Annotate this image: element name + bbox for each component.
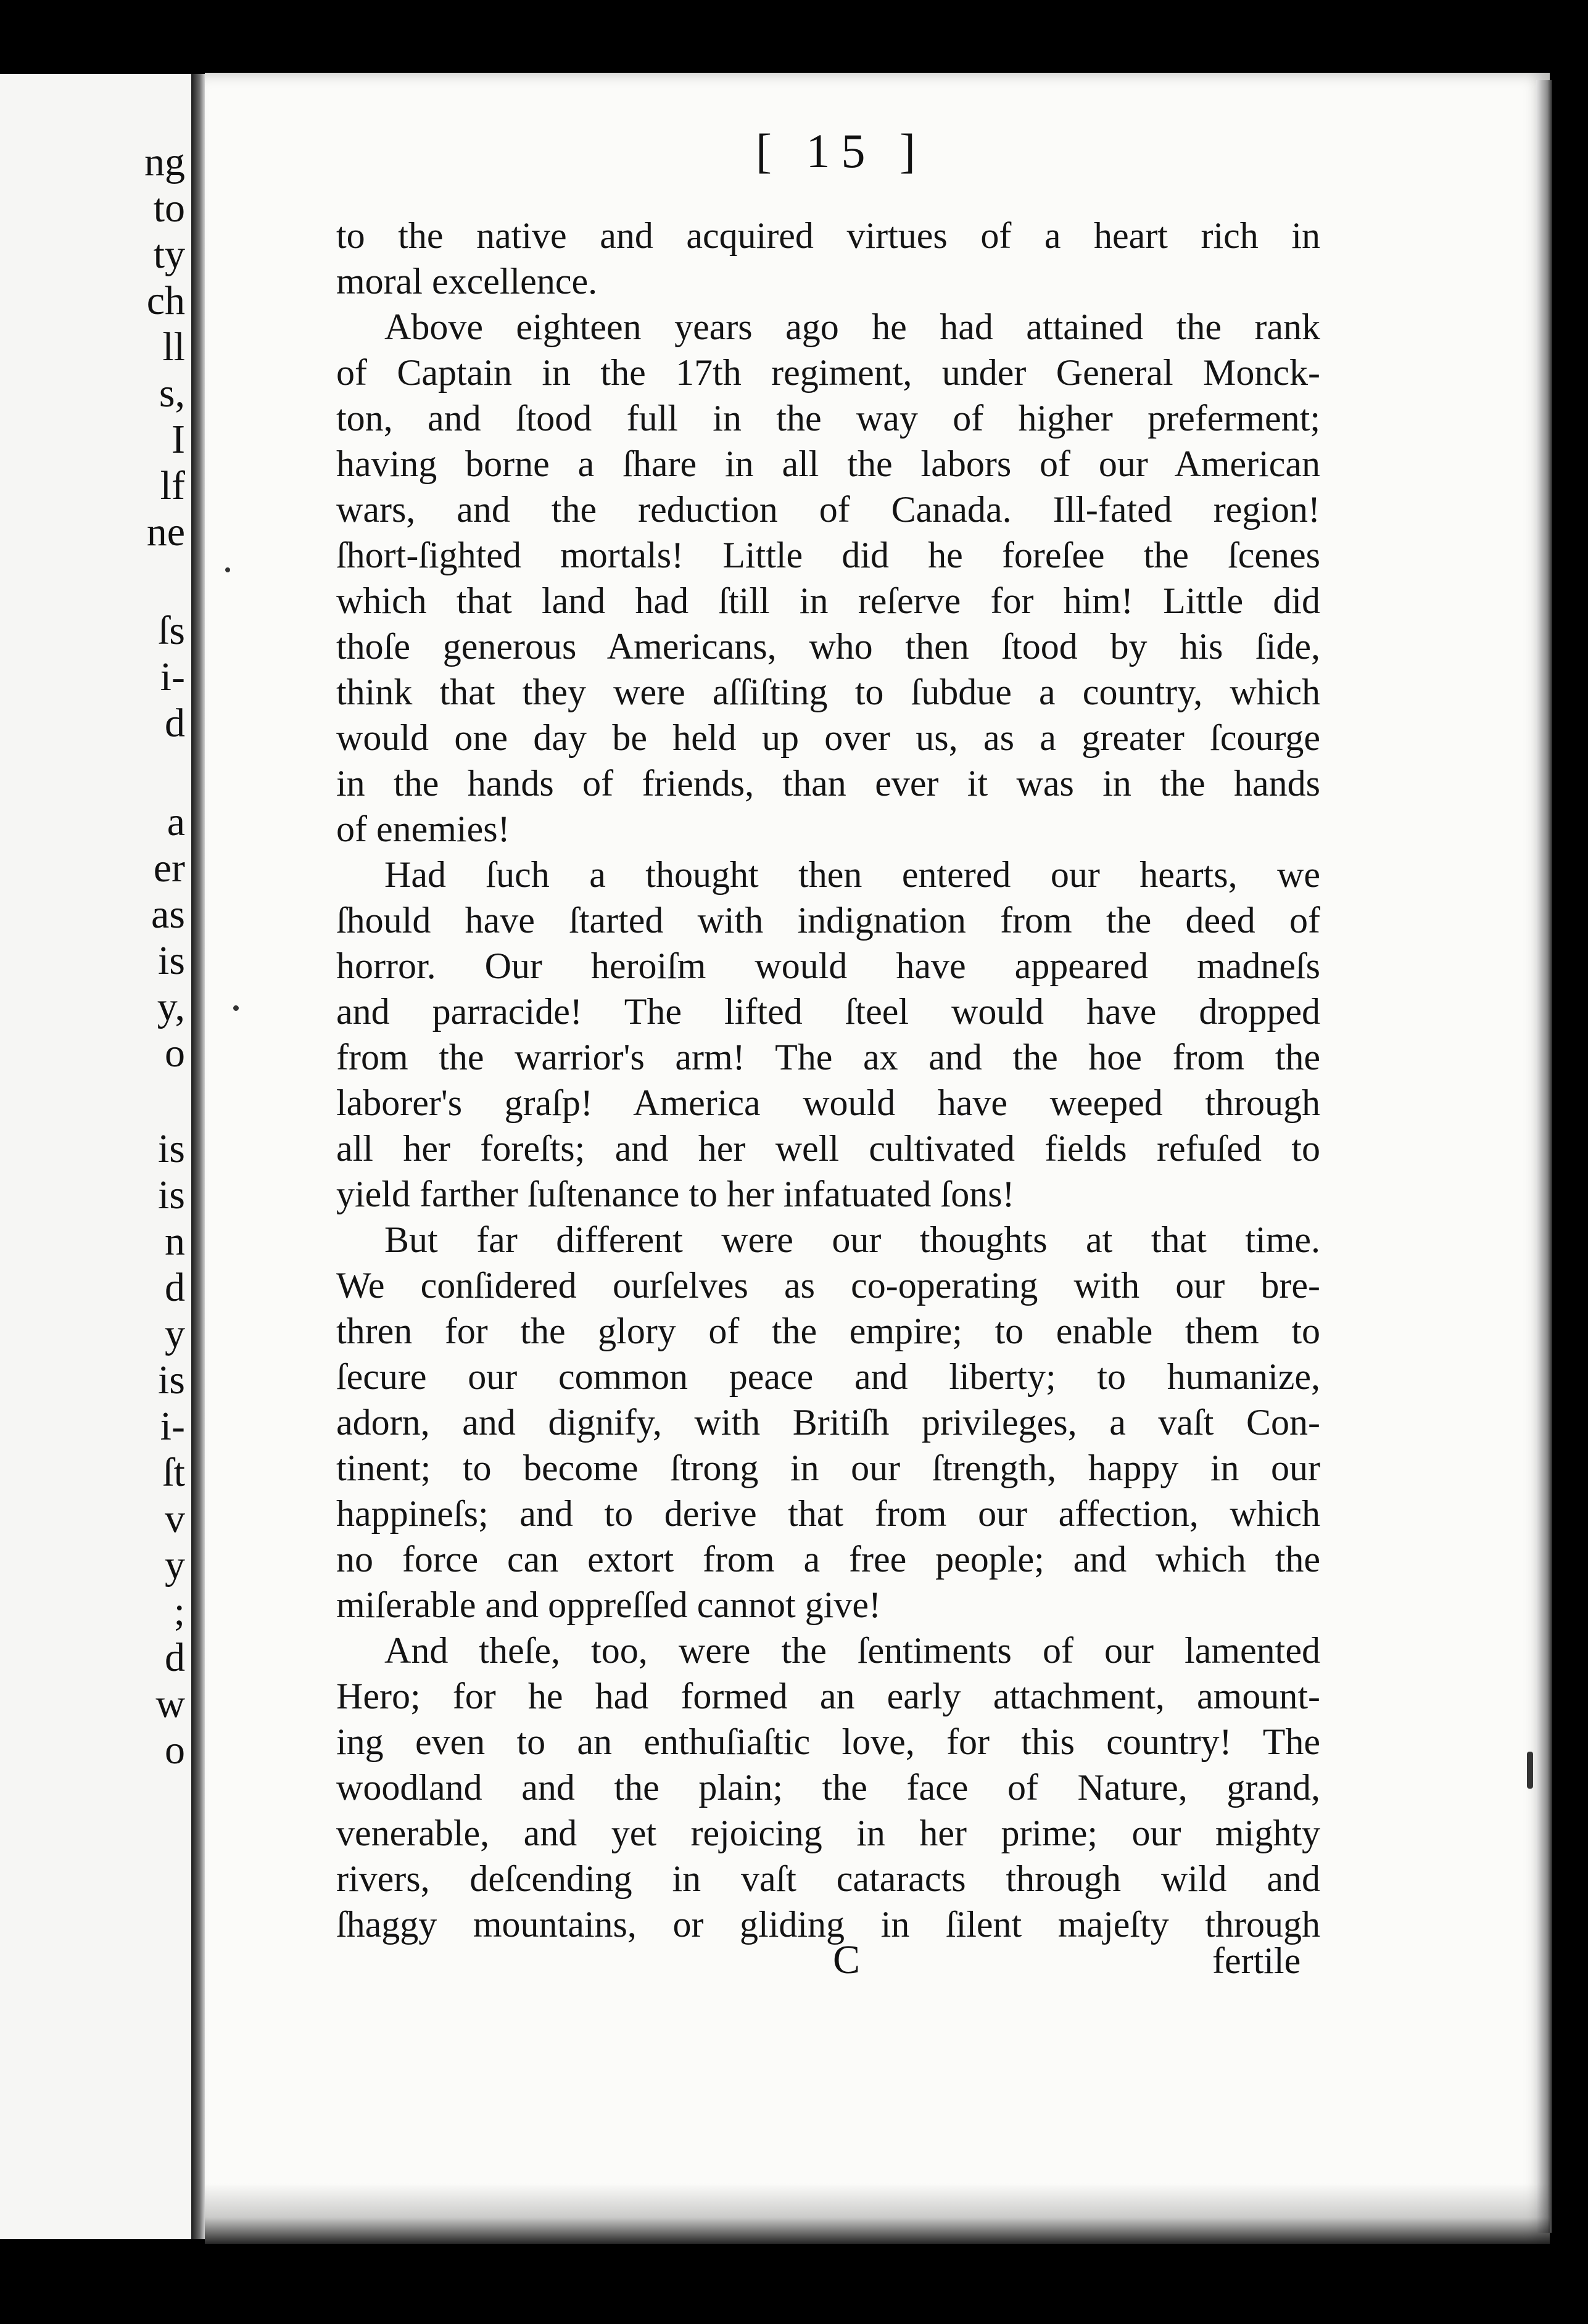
text-line: thren for the glory of the empire; to enable them to	[336, 1311, 1320, 1351]
text-line: would one day be held up over us, as a greater ſcourge	[336, 717, 1320, 758]
left-page-text-fragment: I	[172, 417, 185, 462]
text-line: rivers, deſcending in vaſt cataracts through wild and	[336, 1858, 1320, 1899]
text-line: Hero; for he had formed an early attachment, amount-	[336, 1676, 1320, 1716]
text-line: of enemies!	[336, 809, 510, 849]
text-line: from the warrior's arm! The ax and the hoe from the	[336, 1037, 1320, 1078]
text-line: happineſs; and to derive that from our affection, which	[336, 1493, 1320, 1534]
left-page-text-fragment: o	[165, 1728, 185, 1773]
text-line: which that land had ſtill in reſerve for him! Little did	[336, 580, 1320, 621]
text-line: think that they were aſſiſting to ſubdue a country, which	[336, 672, 1320, 712]
text-line: We conſidered ourſelves as co-operating with our bre-	[336, 1265, 1320, 1306]
text-line: all her foreſts; and her well cultivated fields refuſed to	[336, 1128, 1320, 1169]
left-page-text-fragment: is	[157, 1126, 185, 1171]
text-line: having borne a ſhare in all the labors of our American	[336, 443, 1320, 484]
left-page-text-fragment: d	[165, 1635, 185, 1680]
left-page-text-fragment: ll	[162, 324, 185, 369]
text-line: woodland and the plain; the face of Nature, grand,	[336, 1767, 1320, 1808]
left-page-text-fragment: lf	[160, 463, 185, 508]
left-page-text-fragment: er	[153, 846, 185, 891]
left-page-text-fragment: v	[165, 1496, 185, 1541]
left-page-text-fragment: y	[165, 1311, 185, 1356]
left-page-text-fragment: to	[153, 186, 185, 231]
text-line: of Captain in the 17th regiment, under General Monck-	[336, 352, 1320, 393]
left-page-text-fragment: o	[165, 1031, 185, 1076]
left-page-text-fragment: ;	[173, 1589, 185, 1634]
left-page-text-fragment: d	[165, 701, 185, 746]
text-line: tinent; to become ſtrong in our ſtrength, happy in our	[336, 1448, 1320, 1488]
left-page-text-fragment: ch	[146, 278, 185, 323]
text-line: adorn, and dignify, with Britiſh privileges, a vaſt Con-	[336, 1402, 1320, 1443]
ink-speck	[233, 1005, 239, 1011]
left-page-text-fragment: y	[165, 1543, 185, 1588]
ink-speck	[225, 567, 230, 572]
text-line: miſerable and oppreſſed cannot give!	[336, 1584, 881, 1625]
previous-page-fragment	[0, 74, 191, 2239]
text-line: ſecure our common peace and liberty; to humanize,	[336, 1356, 1320, 1397]
left-page-text-fragment: i-	[160, 654, 185, 699]
left-page-text-fragment: s,	[159, 371, 185, 416]
text-line: moral excellence.	[336, 261, 598, 302]
left-page-text-fragment: w	[155, 1681, 185, 1726]
text-line: in the hands of friends, than ever it was in the hands	[336, 763, 1320, 804]
left-page-text-fragment: y,	[157, 984, 185, 1029]
left-page-text-fragment: ne	[146, 509, 185, 554]
signature-mark: C	[833, 1937, 861, 1982]
left-page-text-fragment: ng	[144, 139, 185, 184]
text-line: horror. Our heroiſm would have appeared madneſs	[336, 946, 1320, 986]
text-line: ſhaggy mountains, or gliding in ſilent majeſty through	[336, 1904, 1320, 1945]
left-page-text-fragment: is	[157, 1172, 185, 1218]
left-page-text-fragment: d	[165, 1265, 185, 1310]
left-page-text-fragment: ſt	[162, 1450, 185, 1495]
ink-speck	[1527, 1752, 1533, 1789]
text-line: Had ſuch a thought then entered our hearts, we	[384, 854, 1320, 895]
left-page-text-fragment: is	[157, 938, 185, 983]
text-line: thoſe generous Americans, who then ſtood by his ſide,	[336, 626, 1320, 667]
left-page-text-fragment: ſs	[157, 608, 185, 653]
text-line: to the native and acquired virtues of a heart rich in	[336, 215, 1320, 256]
left-page-text-fragment: n	[165, 1219, 185, 1264]
page-number: [ 15 ]	[756, 124, 927, 178]
left-page-text-fragment: ty	[153, 232, 185, 277]
page-edge-shadow	[1536, 80, 1552, 2233]
text-line: ſhould have ſtarted with indignation from the deed of	[336, 900, 1320, 941]
text-line: laborer's graſp! America would have weeped through	[336, 1082, 1320, 1123]
text-line: yield farther ſuſtenance to her infatuated ſons!	[336, 1174, 1015, 1214]
left-page-text-fragment: as	[151, 892, 185, 937]
text-line: ing even to an enthuſiaſtic love, for this country! The	[336, 1721, 1320, 1762]
left-page-text-fragment: a	[167, 799, 185, 844]
page-bottom-shadow	[205, 2183, 1550, 2245]
text-line: But far different were our thoughts at that time.	[384, 1219, 1320, 1260]
text-line: ton, and ſtood full in the way of higher preferment;	[336, 398, 1320, 439]
text-line: venerable, and yet rejoicing in her prime; our mighty	[336, 1813, 1320, 1853]
book-gutter	[191, 74, 205, 2239]
left-page-text-fragment: is	[157, 1358, 185, 1403]
page-body-text	[336, 213, 1320, 1947]
text-line: no force can extort from a free people; and which the	[336, 1539, 1320, 1580]
text-line: And theſe, too, were the ſentiments of our lamented	[384, 1630, 1320, 1671]
text-line: Above eighteen years ago he had attained the rank	[384, 307, 1320, 347]
text-line: ſhort-ſighted mortals! Little did he foreſee the ſcenes	[336, 535, 1320, 575]
catchword: fertile	[1212, 1940, 1301, 1981]
text-line: wars, and the reduction of Canada. Ill-fated region!	[336, 489, 1320, 530]
left-page-text-fragment: i-	[160, 1404, 185, 1449]
text-line: and parracide! The lifted ſteel would have dropped	[336, 991, 1320, 1032]
